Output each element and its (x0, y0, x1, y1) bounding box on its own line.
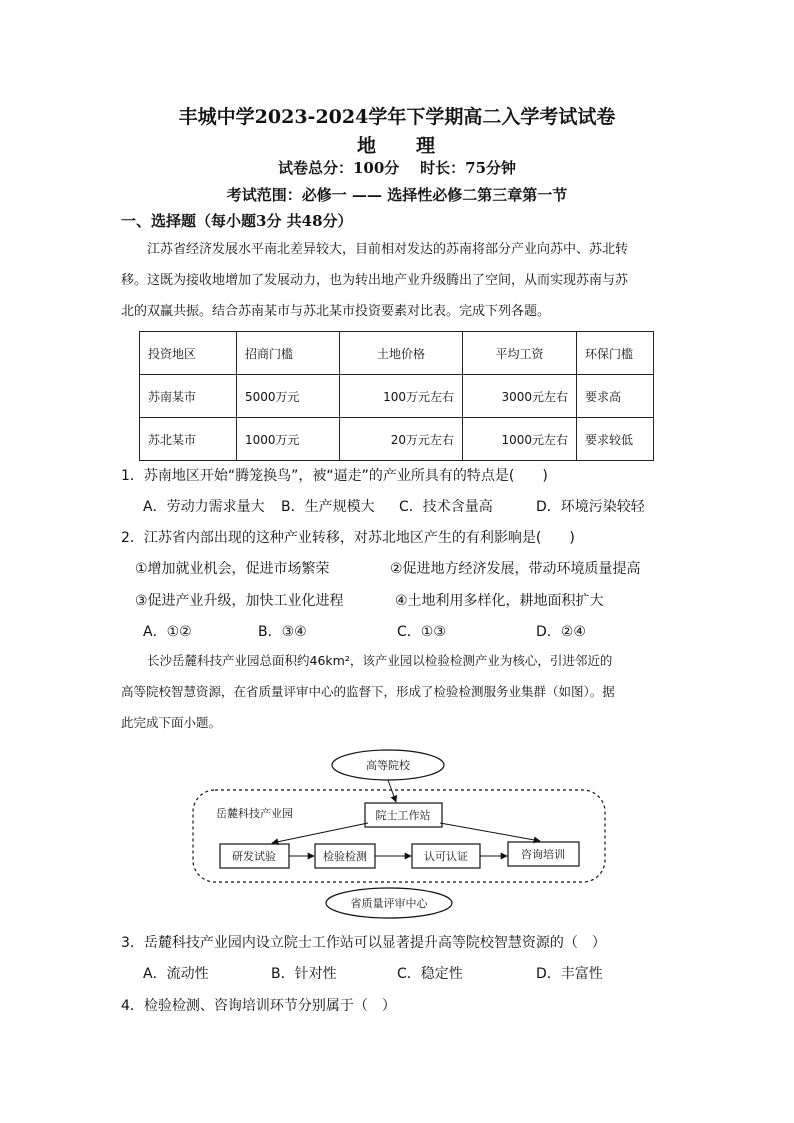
exam-title: 丰城中学2023-2024学年下学期高二入学考试试卷 (178, 106, 616, 128)
table-row (140, 418, 654, 461)
question-1-option-a[interactable]: A．劳动力需求量大 (143, 499, 265, 515)
passage-1-line-3: 北的双赢共振。结合苏南某市与苏北某市投资要素对比表。完成下列各题。 (121, 304, 551, 319)
question-2-option-d[interactable]: D．②④ (536, 624, 586, 640)
table-cell: 要求较低 (577, 418, 654, 461)
arrow-university-to-station (388, 780, 396, 802)
passage-2-line-2: 高等院校智慧资源，在省质量评审中心的监督下，形成了检验检测服务业集群（如图）。据 (121, 684, 615, 699)
subject-title (0, 131, 794, 158)
question-1-option-c[interactable]: C．技术含量高 (399, 499, 493, 515)
question-2-item-2: ②促进地方经济发展，带动环境质量提高 (390, 561, 641, 577)
question-2-option-c[interactable]: C．①③ (397, 624, 446, 640)
park-label: 岳麓科技产业园 (216, 807, 293, 820)
question-3-option-a[interactable]: A．流动性 (143, 966, 209, 982)
investment-table (139, 331, 654, 461)
question-2-option-a[interactable]: A．①② (143, 624, 192, 640)
passage-2-line-3: 此完成下面小题。 (121, 715, 222, 730)
station-label: 院士工作站 (375, 809, 431, 822)
table-cell: 1000万元 (237, 418, 340, 461)
box-certification-label: 认可认证 (424, 850, 468, 863)
question-4-stem: 4．检验检测、咨询培训环节分别属于（ ） (121, 998, 396, 1014)
exam-meta: 试卷总分：100分 时长：75分钟 (277, 159, 517, 177)
table-cell: 苏北某市 (140, 418, 237, 461)
question-3-option-b[interactable]: B．针对性 (271, 966, 337, 982)
table-row (140, 375, 654, 418)
industry-cluster-diagram (190, 745, 610, 920)
table-header-cell: 招商门槛 (237, 332, 340, 375)
question-2-option-b[interactable]: B．③④ (258, 624, 307, 640)
passage-2 (121, 645, 673, 738)
box-consulting-label: 咨询培训 (521, 848, 565, 861)
table-cell: 1000元左右 (463, 418, 577, 461)
question-2-item-4: ④土地利用多样化，耕地面积扩大 (395, 593, 604, 609)
passage-1-line-1: 江苏省经济发展水平南北差异较大，目前相对发达的苏南将部分产业向苏中、苏北转 (147, 242, 629, 257)
arrow-station-to-consulting (440, 823, 540, 841)
table-header-cell: 环保门槛 (577, 332, 654, 375)
question-2-stem: 2．江苏省内部出现的这种产业转移，对苏北地区产生的有利影响是( ) (121, 530, 575, 546)
question-2-item-3: ③促进产业升级，加快工业化进程 (135, 593, 344, 609)
table-header-cell: 土地价格 (340, 332, 463, 375)
table-cell: 苏南某市 (140, 375, 237, 418)
question-1-option-b[interactable]: B．生产规模大 (281, 499, 375, 515)
passage-1 (121, 234, 673, 327)
table-cell: 100万元左右 (340, 375, 463, 418)
subject-char-1: 地 (356, 135, 378, 157)
question-1-stem: 1．苏南地区开始“腾笼换鸟”，被“逼走”的产业所具有的特点是( ) (121, 468, 548, 484)
question-3-option-d[interactable]: D．丰富性 (536, 966, 603, 982)
question-1-option-d[interactable]: D．环境污染较轻 (536, 499, 645, 515)
table-header-cell: 平均工资 (463, 332, 577, 375)
table-cell: 要求高 (577, 375, 654, 418)
university-label: 高等院校 (366, 759, 410, 772)
table-cell: 20万元左右 (340, 418, 463, 461)
table-header-cell: 投资地区 (140, 332, 237, 375)
passage-2-line-1: 长沙岳麓科技产业园总面积约46km²，该产业园以检验检测产业为核心，引进邻近的 (147, 653, 613, 668)
question-3-option-c[interactable]: C．稳定性 (397, 966, 463, 982)
table-header-row (140, 332, 654, 375)
section-heading: 一、选择题（每小题3分 共48分） (121, 212, 353, 230)
question-3-stem: 3．岳麓科技产业园内设立院士工作站可以显著提升高等院校智慧资源的（ ） (121, 935, 606, 951)
subject-char-2: 理 (416, 135, 438, 157)
table-cell: 5000万元 (237, 375, 340, 418)
question-2-item-1: ①增加就业机会，促进市场繁荣 (135, 561, 330, 577)
box-research-label: 研发试验 (232, 850, 276, 863)
passage-1-line-2: 移。这既为接收地增加了发展动力，也为转出地产业升级腾出了空间，从而实现苏南与苏 (121, 273, 629, 288)
exam-scope: 考试范围：必修一 —— 选择性必修二第三章第一节 (226, 186, 568, 204)
review-center-label: 省质量评审中心 (350, 897, 428, 910)
box-testing-label: 检验检测 (323, 850, 367, 863)
arrow-station-to-research (272, 823, 368, 843)
table-cell: 3000元左右 (463, 375, 577, 418)
